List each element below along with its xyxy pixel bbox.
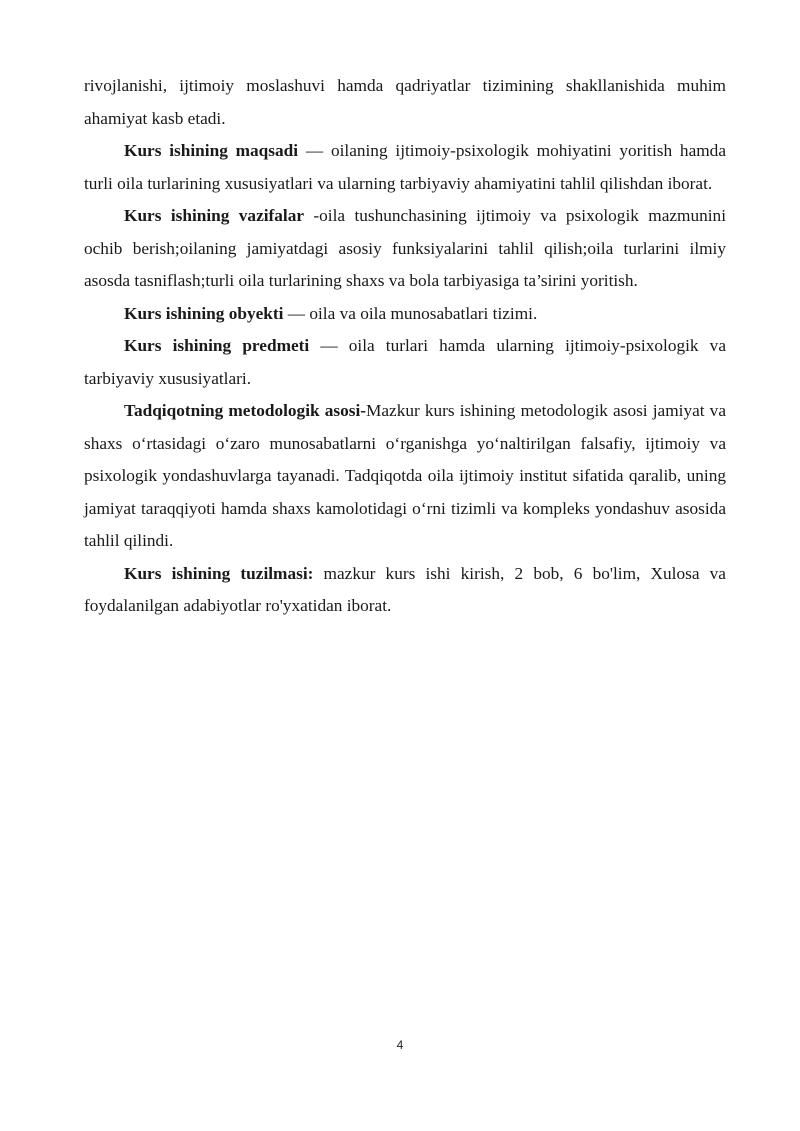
paragraph-text: rivojlanishi, ijtimoiy moslashuvi hamda qadriyatlar tizimining shakllanishida muhim ahamiyat kasb etadi. [84, 76, 726, 128]
paragraph-heading: Kurs ishining tuzilmasi: [124, 563, 314, 583]
paragraph-text: mazkur kurs ishi kirish, 2 bob, 6 bo'lim, Xulosa va foydalanilgan adabiyotlar ro'yxatidan iborat. [84, 563, 726, 615]
paragraph-text: -oila tushunchasining ijtimoiy va psixologik mazmunini ochib berish;oilaning jamiyatdagi asosiy funksiyalarini tahlil qilish;oila turlarini ilmiy asosda tasniflash;turli oila turlarining shaxs va bola tarbiyasiga ta’sirini yoritish. [84, 206, 726, 290]
paragraph-metodologik [84, 395, 726, 558]
paragraph-heading: Kurs ishining predmeti [124, 336, 310, 355]
paragraph-heading: Kurs ishining obyekti [124, 303, 284, 323]
paragraph-predmeti [84, 330, 726, 395]
paragraph-text: — oila va oila munosabatlari tizimi. [283, 303, 538, 323]
body-text [84, 70, 726, 623]
page-number: 4 [396, 1038, 404, 1052]
paragraph-vazifalar [84, 200, 726, 298]
paragraph-text: Mazkur kurs ishining metodologik asosi jamiyat va shaxs oʻrtasidagi oʻzaro munosabatlarni oʻrganishga yoʻnaltirilgan falsafiy, ijtimoiy va psixologik yondashuvlarga tayanadi. Tadqiqotda oila ijtimoiy institut sifatida qaralib, uning jamiyat taraqqiyoti hamda shaxs kamolotidagi oʻrni tizimli va kompleks yondashuv asosida tahlil qilindi. [84, 401, 726, 550]
paragraph-heading: Tadqiqotning metodologik asosi- [124, 401, 367, 420]
paragraph-tuzilmasi [84, 558, 726, 623]
paragraph-continuation [84, 70, 726, 135]
paragraph-obyekti [84, 298, 726, 331]
paragraph-maqsadi [84, 135, 726, 200]
paragraph-heading: Kurs ishining vazifalar [124, 206, 305, 225]
paragraph-heading: Kurs ishining maqsadi [124, 141, 299, 160]
paragraph-text: — oilaning ijtimoiy-psixologik mohiyatini yoritish hamda turli oila turlarining xususiyatlari va ularning tarbiyaviy ahamiyatini tahlil qilishdan iborat. [84, 141, 726, 193]
paragraph-text: — oila turlari hamda ularning ijtimoiy-psixologik va tarbiyaviy xususiyatlari. [84, 336, 726, 388]
